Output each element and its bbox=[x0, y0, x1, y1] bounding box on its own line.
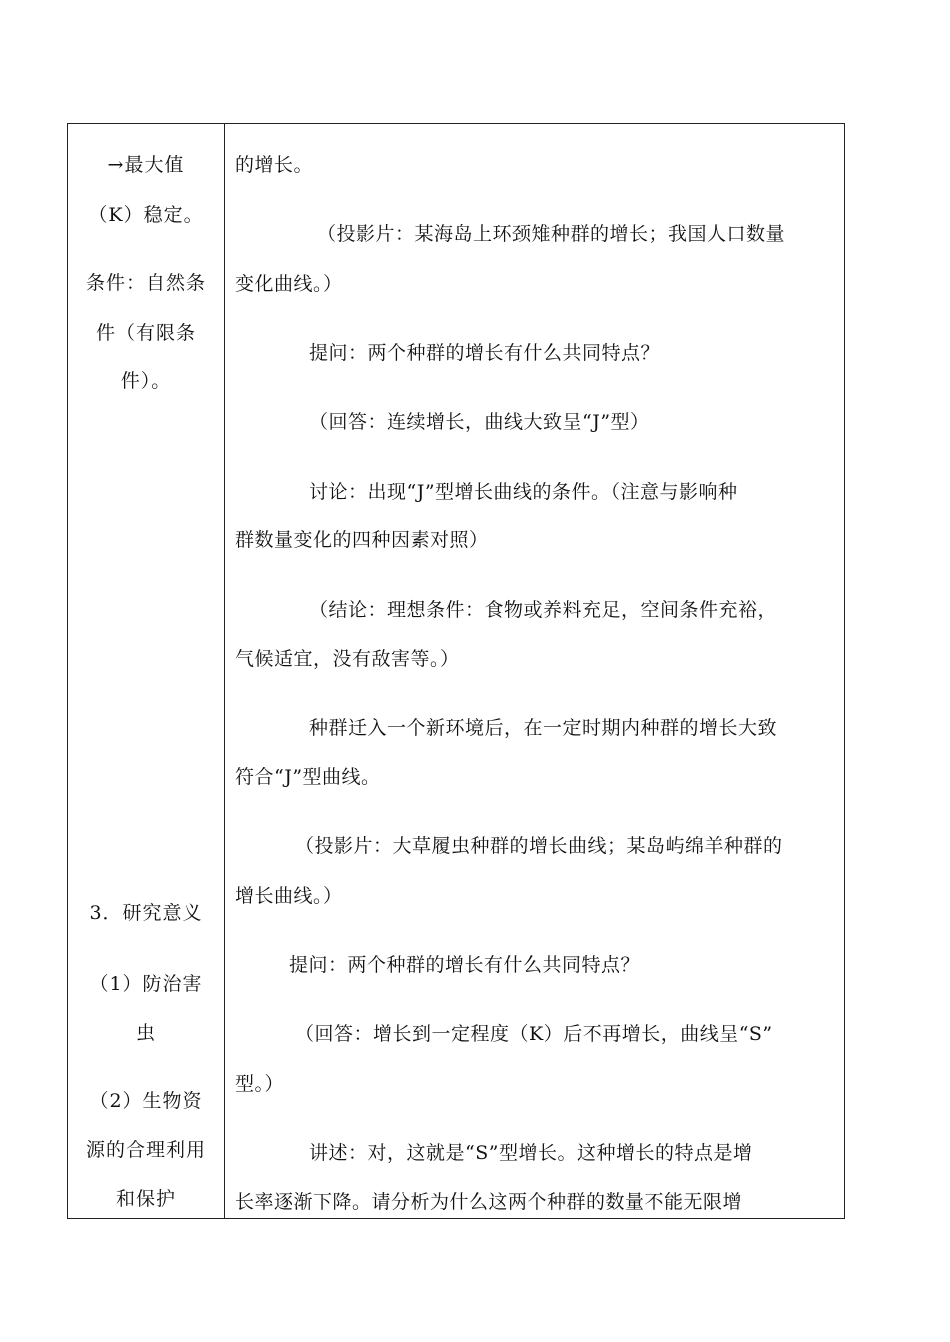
right-line: 变化曲线。） bbox=[235, 273, 343, 295]
left-line: →最大值 bbox=[107, 154, 185, 176]
right-line: 符合“J”型曲线。 bbox=[235, 766, 381, 788]
left-line: （1）防治害 bbox=[89, 973, 203, 995]
right-line: 种群迁入一个新环境后，在一定时期内种群的增长大致 bbox=[309, 717, 778, 739]
right-line: （回答：增长到一定程度（K）后不再增长，曲线呈“S” bbox=[295, 1023, 773, 1045]
right-line: 增长曲线。） bbox=[235, 885, 343, 907]
right-line: （投影片：大草履虫种群的增长曲线；某岛屿绵羊种群的 bbox=[295, 835, 783, 857]
left-line: 和保护 bbox=[115, 1188, 176, 1210]
right-line: （投影片：某海岛上环颈雉种群的增长；我国人口数量 bbox=[317, 223, 786, 245]
left-line: （2）生物资 bbox=[89, 1090, 203, 1112]
lesson-table bbox=[67, 123, 845, 1219]
right-line: 讨论：出现“J”型增长曲线的条件。（注意与影响种 bbox=[309, 481, 738, 503]
left-line: （K）稳定。 bbox=[88, 204, 204, 226]
right-line: 提问：两个种群的增长有什么共同特点？ bbox=[289, 954, 641, 976]
right-line: 讲述：对，这就是“S”型增长。这种增长的特点是增 bbox=[309, 1142, 753, 1164]
left-line: 虫 bbox=[135, 1022, 156, 1044]
right-line: （结论：理想条件：食物或养料充足，空间条件充裕， bbox=[309, 599, 778, 621]
right-line: 提问：两个种群的增长有什么共同特点？ bbox=[309, 342, 661, 364]
right-column-cell bbox=[225, 124, 844, 1218]
right-line: （回答：连续增长，曲线大致呈“J”型） bbox=[309, 411, 650, 433]
left-column-cell bbox=[68, 124, 224, 1218]
right-line: 长率逐渐下降。请分析为什么这两个种群的数量不能无限增 bbox=[235, 1191, 743, 1213]
right-line: 气候适宜，没有敌害等。） bbox=[235, 648, 460, 670]
left-line: 3．研究意义 bbox=[89, 902, 203, 924]
right-line: 的增长。 bbox=[235, 154, 314, 176]
left-line: 件（有限条 bbox=[95, 322, 196, 344]
right-line: 型。） bbox=[235, 1073, 285, 1095]
left-line: 条件：自然条 bbox=[85, 272, 206, 294]
left-line: 源的合理利用 bbox=[85, 1139, 206, 1161]
left-line: 件）。 bbox=[120, 370, 172, 392]
right-line: 群数量变化的四种因素对照） bbox=[235, 529, 489, 551]
